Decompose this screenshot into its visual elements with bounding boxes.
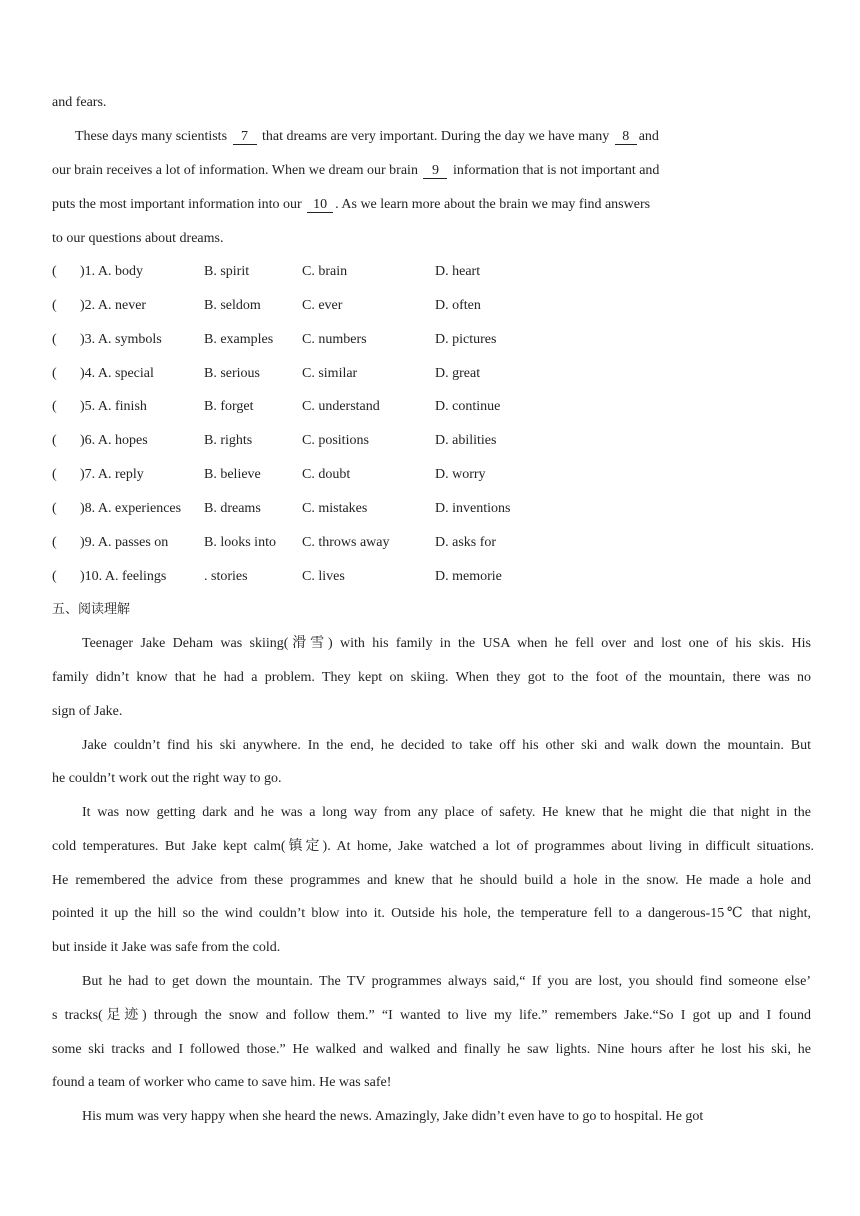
option-d: D. heart — [435, 264, 481, 279]
option-a: )5. A. finish — [80, 399, 147, 414]
option-c: C. similar — [302, 366, 358, 381]
option-a: )2. A. never — [80, 298, 147, 313]
passage-text: . As we learn more about the brain we may find answers — [335, 197, 651, 212]
reading-line: he couldn’t work out the right way to go. — [52, 771, 282, 786]
option-d: D. pictures — [435, 332, 497, 347]
option-c: C. positions — [302, 433, 369, 448]
passage-line — [52, 195, 650, 215]
question-row — [52, 397, 572, 417]
reading-line: but inside it Jake was safe from the cold. — [52, 940, 281, 955]
passage-line — [75, 127, 659, 147]
answer-blank[interactable]: ( — [52, 433, 57, 448]
answer-blank[interactable]: ( — [52, 467, 57, 482]
reading-line: He remembered the advice from these programmes and knew that he should build a hole in the snow. He made a hole and — [52, 873, 811, 888]
reading-line: sign of Jake. — [52, 704, 123, 719]
option-d: D. often — [435, 298, 481, 313]
option-b: B. seldom — [204, 298, 261, 313]
passage-text: These days many scientists — [75, 129, 228, 144]
question-row — [52, 262, 572, 282]
reading-line: s tracks(足迹) through the snow and follow them.” “I wanted to live my life.” remembers Jake.“So I got up and I found — [52, 1008, 811, 1023]
blank-8: 8 — [615, 129, 637, 145]
reading-line: But he had to get down the mountain. The TV programmes always said,“ If you are lost, you should find someone else’ — [82, 974, 811, 989]
option-c: C. brain — [302, 264, 348, 279]
option-b: B. examples — [204, 332, 274, 347]
option-c: C. lives — [302, 569, 345, 584]
question-row — [52, 330, 572, 350]
question-row — [52, 567, 572, 587]
question-row — [52, 296, 572, 316]
option-d: D. continue — [435, 399, 501, 414]
answer-blank[interactable]: ( — [52, 298, 57, 313]
answer-blank[interactable]: ( — [52, 399, 57, 414]
blank-7: 7 — [233, 129, 257, 145]
reading-line: found a team of worker who came to save him. He was safe! — [52, 1075, 392, 1090]
option-d: D. great — [435, 366, 481, 381]
question-row — [52, 533, 572, 553]
option-a: )10. A. feelings — [80, 569, 167, 584]
option-b: B. looks into — [204, 535, 276, 550]
answer-blank[interactable]: ( — [52, 569, 57, 584]
passage-text: and — [638, 129, 659, 144]
reading-line: His mum was very happy when she heard the news. Amazingly, Jake didn’t even have to go to hospital. He got — [82, 1109, 704, 1124]
option-c: C. doubt — [302, 467, 351, 482]
passage-text: our brain receives a lot of information. When we dream our brain — [52, 163, 418, 178]
answer-blank[interactable]: ( — [52, 535, 57, 550]
option-b: B. serious — [204, 366, 260, 381]
reading-line: cold temperatures. But Jake kept calm(镇定). At home, Jake watched a lot of programmes about living in difficult situations. — [52, 839, 814, 854]
passage-text: that dreams are very important. During the day we have many — [262, 129, 610, 144]
option-d: D. inventions — [435, 501, 511, 516]
answer-blank[interactable]: ( — [52, 264, 57, 279]
question-row — [52, 364, 572, 384]
reading-line: Teenager Jake Deham was skiing(滑雪) with his family in the USA when he fell over and lost one of his skis. His — [82, 636, 811, 651]
passage-text: puts the most important information into our — [52, 197, 302, 212]
question-row — [52, 431, 572, 451]
option-d: D. abilities — [435, 433, 497, 448]
reading-line: pointed it up the hill so the wind couldn’t blow into it. Outside his hole, the temperature fell to a dangerous-15℃ that night, — [52, 906, 811, 921]
option-c: C. understand — [302, 399, 380, 414]
passage-text: information that is not important and — [452, 163, 660, 178]
option-d: D. worry — [435, 467, 486, 482]
option-b: . stories — [204, 569, 248, 584]
answer-blank[interactable]: ( — [52, 501, 57, 516]
option-c: C. ever — [302, 298, 343, 313]
question-row — [52, 499, 572, 519]
option-c: C. mistakes — [302, 501, 368, 516]
section-heading: 五、阅读理解 — [52, 602, 131, 617]
option-b: B. believe — [204, 467, 261, 482]
option-d: D. asks for — [435, 535, 497, 550]
option-a: )8. A. experiences — [80, 501, 182, 516]
reading-line: some ski tracks and I followed those.” He walked and walked and finally he saw lights. Nine hours after he lost his ski, he — [52, 1042, 811, 1057]
blank-9: 9 — [423, 163, 447, 179]
passage-line: to our questions about dreams. — [52, 231, 224, 246]
answer-blank[interactable]: ( — [52, 366, 57, 381]
option-b: B. rights — [204, 433, 253, 448]
option-a: )4. A. special — [80, 366, 154, 381]
option-a: )1. A. body — [80, 264, 143, 279]
question-row — [52, 465, 572, 485]
option-a: )9. A. passes on — [80, 535, 169, 550]
option-b: B. spirit — [204, 264, 250, 279]
reading-line: It was now getting dark and he was a long way from any place of safety. He knew that he might die that night in the — [82, 805, 811, 820]
option-c: C. throws away — [302, 535, 390, 550]
option-a: )6. A. hopes — [80, 433, 148, 448]
blank-10: 10 — [307, 197, 333, 213]
option-d: D. memorie — [435, 569, 502, 584]
option-c: C. numbers — [302, 332, 367, 347]
passage-line — [52, 161, 659, 181]
option-a: )3. A. symbols — [80, 332, 162, 347]
answer-blank[interactable]: ( — [52, 332, 57, 347]
option-b: B. dreams — [204, 501, 261, 516]
reading-line: Jake couldn’t find his ski anywhere. In the end, he decided to take off his other ski and walk down the mountain. But — [82, 738, 811, 753]
reading-line: family didn’t know that he had a problem. They kept on skiing. When they got to the foot of the mountain, there was no — [52, 670, 811, 685]
option-b: B. forget — [204, 399, 254, 414]
passage-line: and fears. — [52, 95, 107, 110]
option-a: )7. A. reply — [80, 467, 144, 482]
